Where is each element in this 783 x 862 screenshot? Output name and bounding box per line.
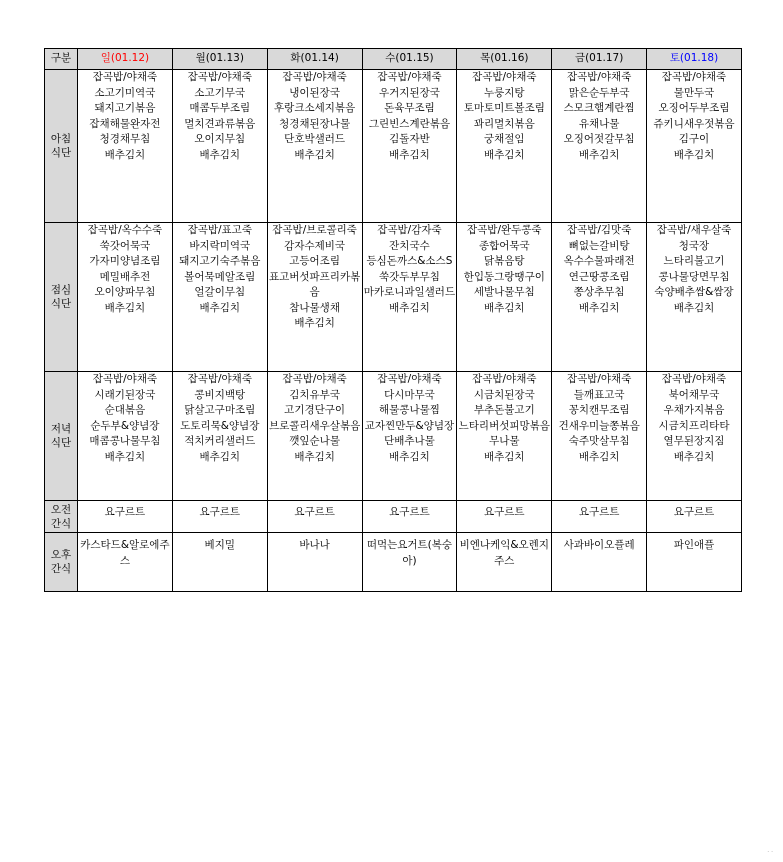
menu-item: 요구르트: [199, 506, 241, 518]
menu-item: 배추김치: [294, 450, 335, 463]
menu-item: 그린빈스계란볶음: [368, 117, 451, 130]
menu-item: 열무된장지짐: [663, 435, 725, 447]
meal-label-lunch: [45, 223, 78, 372]
meal-row-lunch: [45, 223, 742, 372]
menu-item: 오징어두부조림: [658, 102, 730, 114]
menu-item: 요구르트: [578, 506, 620, 518]
menu-item: 단배추나물: [384, 435, 435, 447]
menu-item: 유채나물: [578, 117, 620, 130]
header-day-fri: 금(01.17): [552, 49, 647, 70]
menu-item: 바지락미역국: [189, 239, 251, 252]
meal-label-line: 식단: [50, 147, 72, 159]
menu-item: 비엔나케익&오렌지주스: [459, 539, 549, 567]
meal-label-line: 오후: [50, 549, 72, 561]
header-day-thu: 목(01.16): [457, 49, 552, 70]
menu-item: 고등어조림: [289, 255, 340, 267]
menu-item: 연근땅콩조림: [568, 270, 630, 283]
menu-item: 배추김치: [294, 317, 335, 329]
menu-item: 잡곡밥/야채죽: [377, 71, 442, 83]
menu-item: 배추김치: [484, 301, 525, 314]
menu-item: 옥수수물파래전: [563, 255, 635, 267]
menu-cell-lunch-tue: [267, 223, 362, 372]
menu-item: 청경채무침: [99, 133, 151, 145]
meal-body: [45, 70, 742, 592]
menu-item: 느타리버섯피망볶음: [458, 419, 550, 432]
menu-item: 잡곡밥/야채죽: [92, 71, 158, 83]
menu-item: 건새우미늘쫑볶음: [558, 419, 640, 432]
meal-label-breakfast: [45, 70, 78, 223]
menu-cell-lunch-wed: [362, 223, 457, 372]
header-category-label: 구분: [45, 49, 78, 70]
menu-cell-am-snack-thu: [457, 501, 552, 533]
menu-cell-am-snack-mon: [172, 501, 267, 533]
menu-item: 잡곡밥/야채죽: [472, 373, 537, 385]
menu-item: 배추김치: [673, 148, 715, 161]
menu-item: 순두부&양념장: [90, 419, 160, 432]
menu-item: 배추김치: [389, 301, 430, 314]
menu-item: 떠먹는요거트(복숭아): [366, 539, 453, 567]
weekly-meal-table: [44, 48, 742, 592]
menu-item: 오징어젓갈무침: [563, 133, 635, 145]
menu-item: 콩나물당면무침: [658, 270, 730, 283]
menu-item: 잡곡밥/야채죽: [282, 71, 347, 83]
menu-item: 쥬키니새우젓볶음: [653, 117, 735, 130]
meal-row-dinner: [45, 372, 742, 501]
menu-item: 잡곡밥/야채죽: [282, 373, 347, 385]
menu-item: 잡곡밥/감자죽: [377, 224, 442, 236]
menu-item: 뼈없는갈비탕: [568, 239, 630, 252]
menu-item: 파인애플: [673, 539, 715, 551]
menu-cell-pm-snack-sun: [78, 533, 173, 592]
meal-row-pm-snack: [45, 533, 742, 592]
menu-cell-breakfast-fri: [552, 70, 647, 223]
menu-item: 오이양파무침: [94, 286, 156, 298]
meal-label-line: 식단: [50, 298, 72, 310]
meal-label-line: 간식: [50, 517, 72, 530]
menu-item: 들깨표고국: [573, 388, 625, 401]
menu-item: 교자찐만두&양념장: [364, 419, 455, 432]
header-row: [45, 49, 742, 70]
menu-item: 배추김치: [199, 148, 241, 161]
menu-cell-lunch-fri: [552, 223, 647, 372]
menu-cell-pm-snack-thu: [457, 533, 552, 592]
menu-item: 매콤두부조림: [189, 102, 251, 114]
menu-item: 얼갈이무침: [194, 286, 246, 298]
menu-item: 요구르트: [104, 506, 146, 518]
menu-item: 다시마무국: [384, 388, 435, 401]
menu-cell-dinner-thu: [457, 372, 552, 501]
menu-cell-breakfast-thu: [457, 70, 552, 223]
menu-item: 요구르트: [484, 506, 525, 518]
meal-label-line: 점심: [50, 284, 72, 296]
menu-cell-breakfast-mon: [172, 70, 267, 223]
menu-item: 잡곡밥/야채죽: [187, 71, 252, 83]
menu-item: 우채가지볶음: [663, 404, 725, 416]
menu-item: 배추김치: [104, 148, 146, 161]
menu-cell-pm-snack-sat: [647, 533, 742, 592]
menu-item: 청경채된장나물: [279, 117, 351, 130]
header-day-wed: 수(01.15): [362, 49, 457, 70]
menu-item: 세발나물무침: [473, 286, 535, 298]
header-day-tue: 화(01.14): [267, 49, 362, 70]
menu-item: 잔치국수: [389, 239, 430, 252]
menu-item: 냉이된장국: [289, 86, 340, 99]
menu-cell-dinner-mon: [172, 372, 267, 501]
menu-item: 잡곡밥/야채죽: [661, 373, 727, 385]
meal-label-line: 오전: [50, 503, 72, 516]
menu-item: 청국장: [678, 239, 710, 252]
meal-row-am-snack: [45, 501, 742, 533]
menu-item: 베지밀: [204, 539, 235, 551]
menu-item: 스모크햄계란찜: [563, 102, 635, 114]
menu-item: 시금치된장국: [473, 388, 535, 401]
menu-item: 배추김치: [484, 148, 525, 161]
menu-item: 잡곡밥/야채죽: [92, 373, 158, 385]
menu-item: 감자수제비국: [284, 239, 346, 252]
menu-item: 토마토미트볼조림: [463, 102, 545, 114]
menu-item: 쫑상추무침: [573, 286, 625, 298]
menu-item: 적치커리샐러드: [184, 435, 256, 447]
menu-item: 오이지무침: [194, 133, 246, 145]
menu-item: 해물콩나물찜: [379, 404, 440, 416]
menu-item: 쑥갓어묵국: [99, 239, 151, 252]
menu-cell-breakfast-tue: [267, 70, 362, 223]
menu-item: 잡곡밥/옥수수죽: [87, 224, 163, 236]
menu-cell-pm-snack-mon: [172, 533, 267, 592]
menu-item: 시금치프리타타: [658, 419, 730, 432]
menu-item: 돈육무조림: [384, 102, 435, 114]
menu-item: 소고기미역국: [94, 86, 156, 99]
menu-cell-pm-snack-tue: [267, 533, 362, 592]
menu-cell-breakfast-wed: [362, 70, 457, 223]
menu-item: 잡곡밥/야채죽: [472, 71, 537, 83]
menu-item: 북어채무국: [668, 388, 720, 401]
menu-item: 맑은순두부국: [568, 86, 630, 99]
meal-label-line: 간식: [50, 563, 72, 575]
menu-item: 배추김치: [104, 301, 146, 314]
menu-cell-am-snack-fri: [552, 501, 647, 533]
menu-item: 배추김치: [199, 301, 241, 314]
menu-item: 깻잎순나물: [289, 435, 340, 447]
menu-item: 바나나: [299, 539, 330, 551]
menu-item: 단호박샐러드: [284, 133, 346, 145]
menu-item: 참나물생채: [289, 301, 340, 314]
menu-item: 잡곡밥/완두콩죽: [467, 224, 542, 236]
menu-item: 잡곡밥/표고죽: [187, 224, 252, 236]
menu-item: 잡곡밥/야채죽: [566, 71, 632, 83]
menu-item: 닭살고구마조림: [184, 404, 256, 416]
menu-item: 마카로니과일샐러드: [363, 286, 456, 298]
menu-item: 등심돈까스&소스S: [366, 255, 453, 267]
menu-item: 볼어묵메알조림: [184, 270, 256, 283]
menu-item: 김치유부국: [289, 388, 340, 401]
menu-item: 잡곡밥/김맛죽: [566, 224, 632, 236]
menu-item: 배추김치: [578, 301, 620, 314]
menu-item: 잡곡밥/야채죽: [187, 373, 252, 385]
menu-item: 꽁치캔무조림: [568, 404, 630, 416]
meal-label-pm-snack: [45, 533, 78, 592]
menu-item: 궁채절임: [484, 133, 525, 145]
menu-item: 배추김치: [484, 450, 525, 463]
menu-item: 표고버섯파프리카볶음: [268, 270, 361, 298]
menu-item: 메밀배추전: [99, 270, 151, 283]
header-day-mon: 월(01.13): [172, 49, 267, 70]
footer-mark: · ·: [767, 849, 773, 856]
menu-item: 김구이: [678, 133, 710, 145]
menu-cell-breakfast-sat: [647, 70, 742, 223]
menu-item: 한입동그랑땡구이: [463, 270, 545, 283]
menu-item: 꽈리멸치볶음: [473, 117, 535, 130]
menu-item: 잡곡밥/야채죽: [566, 373, 632, 385]
menu-item: 고기경단구이: [284, 404, 346, 416]
menu-item: 브로콜리새우살볶음: [268, 419, 361, 432]
menu-item: 배추김치: [104, 450, 146, 463]
menu-item: 순대볶음: [104, 404, 146, 416]
menu-item: 쑥갓두부무침: [379, 270, 440, 283]
menu-cell-am-snack-sat: [647, 501, 742, 533]
meal-label-line: 식단: [50, 437, 72, 449]
menu-item: 사과바이오플레: [563, 539, 635, 551]
menu-item: 배추김치: [578, 148, 620, 161]
menu-item: 매콤콩나물무침: [89, 435, 161, 447]
menu-cell-breakfast-sun: [78, 70, 173, 223]
menu-cell-lunch-sun: [78, 223, 173, 372]
meal-label-am-snack: [45, 501, 78, 533]
meal-row-breakfast: [45, 70, 742, 223]
menu-item: 물만두국: [673, 86, 715, 99]
menu-item: 배추김치: [199, 450, 241, 463]
meal-label-line: 저녁: [50, 423, 72, 435]
menu-item: 잡곡밥/새우살죽: [656, 224, 732, 236]
menu-item: 시래기된장국: [94, 388, 156, 401]
menu-cell-lunch-mon: [172, 223, 267, 372]
menu-item: 잡곡밥/브로콜리죽: [272, 224, 357, 236]
menu-item: 배추김치: [389, 148, 430, 161]
menu-item: 닭볶음탕: [484, 255, 525, 267]
header-day-sun: 일(01.12): [78, 49, 173, 70]
menu-cell-lunch-sat: [647, 223, 742, 372]
menu-item: 느타리불고기: [663, 255, 725, 267]
menu-item: 카스타드&알로에주스: [80, 539, 170, 567]
menu-item: 숙양배추쌈&쌈장: [654, 286, 734, 298]
menu-item: 콩비지백탕: [194, 388, 246, 401]
menu-item: 숙주맛살무침: [568, 435, 630, 447]
menu-item: 배추김치: [673, 301, 715, 314]
menu-item: 배추김치: [673, 450, 715, 463]
menu-cell-dinner-fri: [552, 372, 647, 501]
menu-item: 김돌자반: [389, 133, 430, 145]
menu-item: 요구르트: [389, 506, 430, 518]
menu-item: 무나물: [489, 435, 520, 447]
menu-item: 가자미양념조림: [89, 255, 161, 267]
menu-item: 부추돈불고기: [473, 404, 535, 416]
menu-cell-am-snack-tue: [267, 501, 362, 533]
menu-item: 소고기무국: [194, 86, 246, 99]
menu-item: 요구르트: [294, 506, 335, 518]
menu-cell-dinner-sun: [78, 372, 173, 501]
menu-item: 배추김치: [389, 450, 430, 463]
menu-item: 배추김치: [578, 450, 620, 463]
menu-item: 잡곡밥/야채죽: [661, 71, 727, 83]
menu-item: 배추김치: [294, 148, 335, 161]
header-day-sat: 토(01.18): [647, 49, 742, 70]
menu-item: 잡채해물완자전: [89, 117, 161, 130]
menu-item: 누룽지탕: [484, 86, 525, 99]
menu-item: 멸치견과류볶음: [184, 117, 256, 130]
menu-item: 돼지고기볶음: [94, 102, 156, 114]
menu-item: 후랑크소세지볶음: [274, 102, 356, 114]
menu-item: 우거지된장국: [379, 86, 440, 99]
menu-cell-am-snack-wed: [362, 501, 457, 533]
meal-label-line: 아침: [50, 133, 72, 145]
meal-label-dinner: [45, 372, 78, 501]
menu-cell-dinner-wed: [362, 372, 457, 501]
menu-cell-pm-snack-wed: [362, 533, 457, 592]
menu-item: 잡곡밥/야채죽: [377, 373, 442, 385]
menu-cell-am-snack-sun: [78, 501, 173, 533]
menu-cell-dinner-tue: [267, 372, 362, 501]
menu-cell-lunch-thu: [457, 223, 552, 372]
menu-cell-pm-snack-fri: [552, 533, 647, 592]
menu-item: 도토리묵&양념장: [180, 419, 260, 432]
menu-item: 요구르트: [673, 506, 715, 518]
menu-item: 종합어묵국: [478, 239, 530, 252]
menu-item: 돼지고기숙주볶음: [179, 255, 261, 267]
menu-cell-dinner-sat: [647, 372, 742, 501]
